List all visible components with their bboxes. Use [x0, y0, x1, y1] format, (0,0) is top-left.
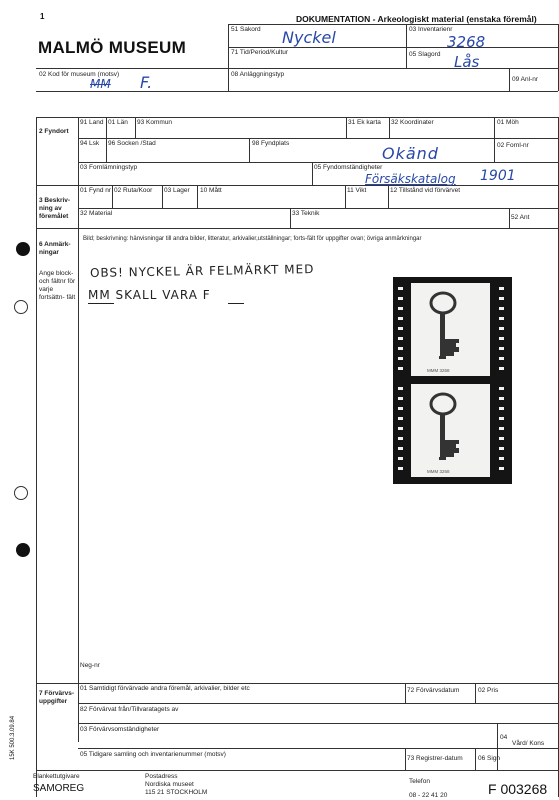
handwritten-fyndomstandigheter: Försäkskatalog [365, 172, 456, 186]
section-forvarvsuppgifter: 7 Förvärvs- uppgifter [39, 690, 75, 705]
punch-hole-outline [14, 300, 28, 314]
document-header: DOKUMENTATION - Arkeologiskt material (enstaka föremål) [296, 14, 537, 24]
field-sakord-label: 51 Sakord [231, 26, 261, 33]
field-slagord-label: 05 Slagord [409, 51, 441, 58]
field-socken-label: 96 Socken /Stad [108, 140, 156, 147]
punch-hole-outline [14, 486, 28, 500]
handwritten-kod-crossed: MM [90, 77, 111, 91]
field-anlaggningstyp-label: 08 Anläggningstyp [231, 71, 285, 78]
handwritten-slagord: Lås [454, 53, 480, 71]
field-fynd-nr-label: 01 Fynd nr [80, 187, 112, 194]
field-koordinater-label: 32 Koordinater [391, 119, 434, 126]
field-bild-label: Bild; beskrivning: hänvisningar till andra bilder, litteratur, arkivalier,utställningar; forts-fält för uppgifter ovan; övriga anmärkningar [83, 236, 422, 242]
field-material-label: 32 Material [80, 210, 113, 217]
field-lan-label: 01 Län [108, 119, 128, 126]
footer-postadress-line2: 115 21 STOCKHOLM [145, 789, 208, 796]
punch-hole [16, 543, 30, 557]
section-fyndort: 2 Fyndort [39, 128, 69, 135]
field-kod-label: 02 Kod för museum (motsv) [39, 71, 120, 78]
field-pris-label: 02 Pris [478, 687, 499, 694]
footer-telefon-label: Telefon [409, 778, 430, 785]
field-matt-label: 10 Mått [200, 187, 222, 194]
field-anl-nr-label: 09 Anl-nr [512, 76, 539, 83]
section-beskrivning: 3 Beskriv- ning av föremålet [39, 197, 71, 220]
underline-mm [88, 303, 114, 304]
field-samtidigt-label: 01 Samtidigt förvärvade andra föremål, arkivalier, bilder etc [80, 685, 250, 692]
field-lager-label: 03 Lager [164, 187, 190, 194]
field-04-label: 04 [500, 734, 508, 741]
field-kommun-label: 93 Kommun [137, 119, 173, 126]
field-tillstand-label: 12 Tillstånd vid förvärvet [390, 187, 461, 194]
section-anmarkningar-note: Ange block- och fältnr för varje fortsättn- fält [39, 270, 76, 301]
field-fyndomstandigheter-label: 05 Fyndomständigheter [314, 164, 383, 171]
field-forvarvsomstandigheter-label: 03 Förvärvsomständigheter [80, 726, 160, 733]
field-lsk-label: 94 Lsk [80, 140, 100, 147]
field-vard-kons-label: Vård/ Kons [512, 740, 545, 747]
field-vikt-label: 11 Vikt [347, 187, 367, 194]
footer-telefon-value: 08 - 22 41 20 [409, 792, 448, 799]
key-photograph [393, 277, 512, 484]
photo-caption-top: MMM 3268 [427, 368, 450, 373]
field-fornl-nr-label: 02 Fornl-nr [497, 142, 529, 149]
footer-blankett-label: Blankettutgivare [33, 773, 80, 780]
key-image-top [411, 283, 490, 376]
field-ek-karta-label: 31 Ek karta [348, 119, 381, 126]
field-inventarienr-label: 03 Inventarienr [409, 26, 453, 33]
side-code: 15K 500.3.09.84 [10, 715, 16, 760]
handwritten-obs-line1: OBS! NYCKEL ÄR FELMÄRKT MED [89, 262, 315, 280]
photo-caption-bottom: MMM 3268 [427, 469, 450, 474]
neg-nr-label: Neg-nr [80, 662, 100, 669]
field-ruta-label: 02 Ruta/Koor [114, 187, 153, 194]
handwritten-fyndplats: Okänd [382, 144, 439, 163]
footer-postadress-line1: Nordiska museet [145, 781, 194, 788]
field-registrer-datum-label: 73 Registrer-datum [407, 755, 463, 762]
field-teknik-label: 33 Teknik [292, 210, 320, 217]
handwritten-year: 1901 [480, 168, 516, 184]
archive-id: F 003268 [488, 781, 548, 797]
page-number: 1 [40, 12, 45, 21]
field-forvarvat-fran-label: 82 Förvärvat från/Tillvaratagets av [80, 706, 179, 713]
key-image-bottom [411, 384, 490, 477]
section-anmarkningar: 6 Anmärk- ningar [39, 241, 71, 256]
handwritten-inventarienr: 3268 [447, 33, 486, 51]
field-sign-label: 06 Sign [478, 755, 501, 762]
punch-hole [16, 242, 30, 256]
field-tidigare-samling-label: 05 Tidigare samling och inventarienummer (motsv) [80, 751, 226, 758]
handwritten-sakord: Nyckel [282, 28, 336, 47]
handwritten-obs-line2: MM SKALL VARA F [88, 288, 211, 302]
field-fornlamningstyp-label: 03 Fornlämningstyp [80, 164, 138, 171]
field-forvarvsdatum-label: 72 Förvärvsdatum [407, 687, 460, 694]
footer-blankett-value: SAMOREG [33, 783, 85, 794]
underline-f [228, 303, 244, 304]
field-tid-label: 71 Tid/Period/Kultur [231, 49, 289, 56]
field-moh-label: 01 Möh [497, 119, 519, 126]
handwritten-kod: F. [140, 73, 153, 92]
museum-name: MALMÖ MUSEUM [38, 38, 187, 57]
field-land-label: 91 Land [80, 119, 104, 126]
field-ant-label: 52 Ant [511, 214, 530, 221]
footer-postadress-label: Postadress [145, 773, 178, 780]
field-fyndplats-label: 98 Fyndplats [252, 140, 290, 147]
